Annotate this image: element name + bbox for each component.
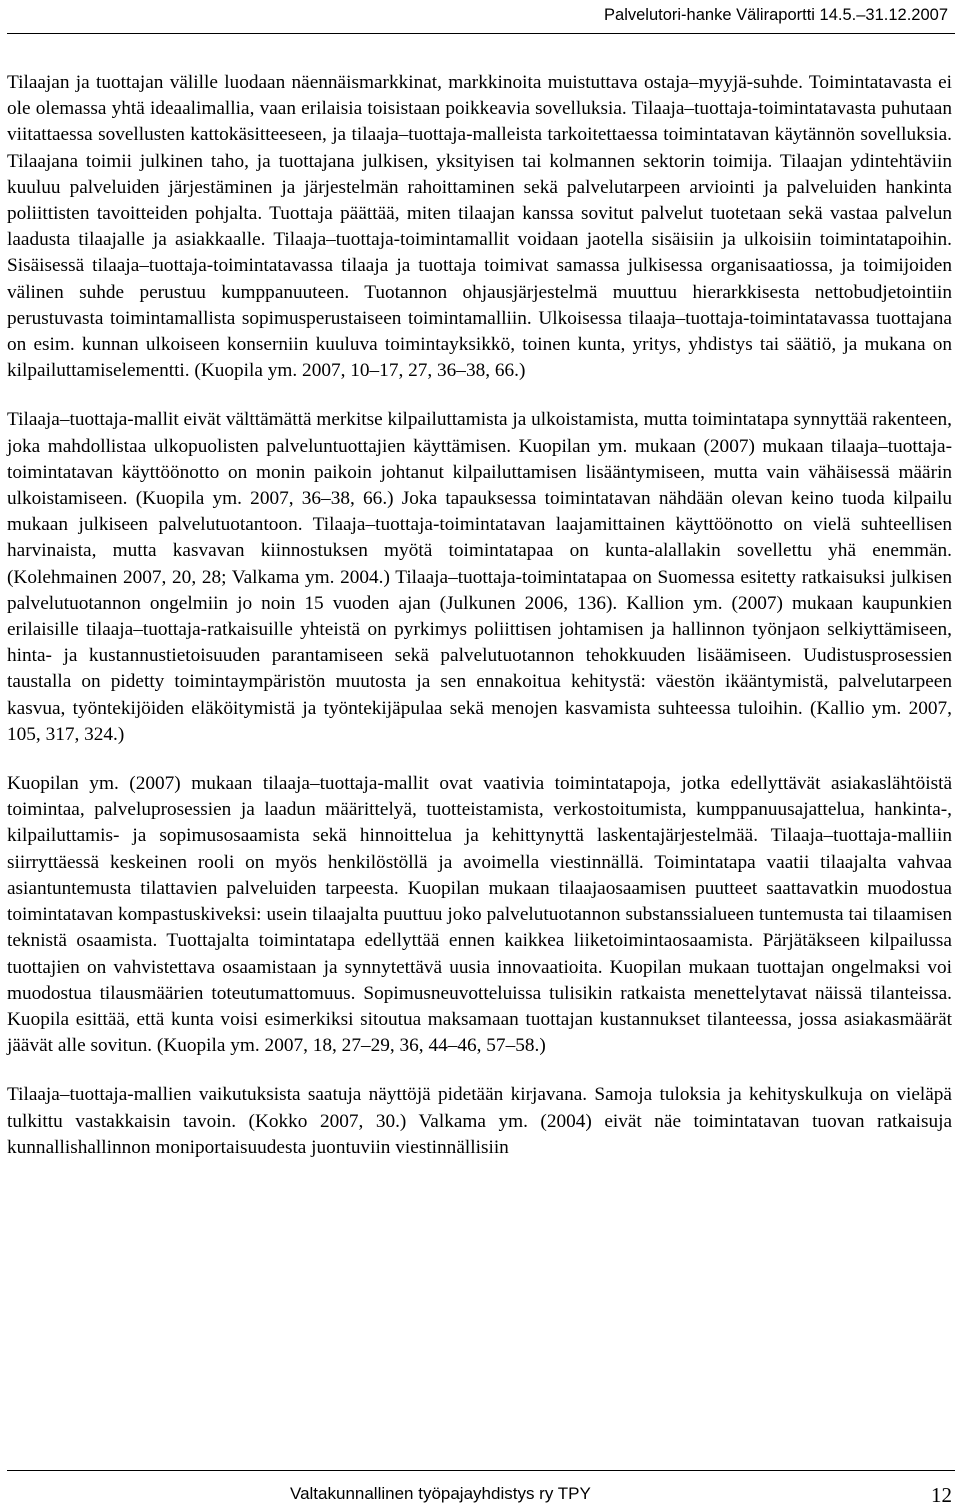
footer-organization: Valtakunnallinen työpajayhdistys ry TPY [290,1484,591,1503]
footer-divider [7,1470,955,1471]
body-text [7,70,952,1184]
paragraph: Kuopilan ym. (2007) mukaan tilaaja–tuottaja-mallit ovat vaativia toimintatapoja, jotka edellyttävät asiakaslähtöistä toimintaa, palveluprosessien ja laadun määrittelyä, tuotteistamista, verkostoitumista, kumppanuusajattelua, hankinta-, kilpailuttamis- ja sopimusosaamista sekä hinnoittelua ja kehittynyttä laskentajärjestelmää. Tilaaja–tuottaja-malliin siirryttäessä keskeinen rooli on myös henkilöstöllä ja avoimella viestinnällä. Toimintatapa vaatii tilaajalta vahvaa asiantuntemusta tilattavien palveluiden tarpeesta. Kuopilan mukaan tilaajaosaamisen puutteet saattavatkin muodostua toimintatavan kompastuskiveksi: usein tilaajalta puuttuu joko palvelutuotannon substanssialueen tuntemusta tai tilaamisen teknistä osaamista. Tuottajalta toimintatapa edellyttää ennen kaikkea liiketoimintaosaamista. Pärjätäkseen kilpailussa tuottajien on vahvistettava osaamistaan ja synnytettävä uusia innovaatioita. Kuopilan mukaan tuottajan ongelmaksi voi muodostua tilausmäärien toteutumattomuus. Sopimusneuvotteluissa tulisikin ratkaista menettelytavat näissä tilanteissa. Kuopila esittää, että kunta voisi esimerkiksi sitoutua maksamaan tuottajan kustannukset tilanteessa, jossa asiakasmäärät jäävät alle sovitun. (Kuopila ym. 2007, 18, 27–29, 36, 44–46, 57–58.) [7,773,952,1057]
paragraph: Tilaajan ja tuottajan välille luodaan näennäismarkkinat, markkinoita muistuttava ostaja–myyjä-suhde. Toimintatavasta ei ole olemassa yhtä ideaalimallia, vaan erilaisia toisistaan poikkeavia sovelluksia. Tilaaja–tuottaja-toimintatavasta puhutaan viitattaessa sovellusten kattokäsitteeseen, ja tilaaja–tuottaja-malleista tarkoitettaessa toimintatavan käytännön sovelluksia. Tilaajana toimii julkinen taho, ja tuottajana julkisen, yksityisen tai kolmannen sektorin toimija. Tilaajan ydintehtäviin kuuluu palveluiden järjestäminen ja järjestelmän rahoittaminen sekä palvelutarpeen arviointi ja palveluiden hankinta poliittisten tavoitteiden pohjalta. Tuottaja päättää, miten tilaajan kanssa sovitut palvelut tuotetaan sekä vastaa palvelun laadusta tilaajalle ja asiakkaalle. Tilaaja–tuottaja-toimintamallit voidaan jaotella sisäisiin ja ulkoisiin toimintatapoihin. Sisäisessä tilaaja–tuottaja-toimintatavassa tilaaja ja tuottaja toimivat samassa julkisessa organisaatiossa, ja toimijoiden välinen suhde perustuu kumppanuuteen. Tuotannon ohjausjärjestelmä muuttuu hierarkkisesta nettobudjetointiin perustuvasta toimintamallista sopimusperustaiseen toimintamalliin. Ulkoisessa tilaaja–tuottaja-toimintatavassa tuottajana on esim. kunnan ulkoiseen konserniin kuuluva toimintayksikkö, toinen kunta, yritys, yhdistys tai säätiö, ja mukana on kilpailuttamiselementti. (Kuopila ym. 2007, 10–17, 27, 36–38, 66.) [7,72,952,382]
paragraph: Tilaaja–tuottaja-mallit eivät välttämättä merkitse kilpailuttamista ja ulkoistamista, mutta toimintatapa synnyttää rakenteen, joka mahdollistaa ulkopuolisten palveluntuottajien käyttämisen. Kuopilan ym. mukaan (2007) mukaan tilaaja–tuottaja-toimintatavan käyttöönotto on monin paikoin johtanut kilpailuttamisen lisääntymiseen, mutta vain vähäisessä määrin ulkoistamiseen. (Kuopila ym. 2007, 36–38, 66.) Joka tapauksessa toimintatavan nähdään olevan keino tuoda kilpailu mukaan julkiseen palvelutuotantoon. Tilaaja–tuottaja-toimintatavan laajamittainen käyttöönotto on vielä suhteellisen harvinaista, mutta kasvavan kiinnostuksen myötä toimintatapaa on kunta-alallakin sovellettu yhä enemmän. (Kolehmainen 2007, 20, 28; Valkama ym. 2004.) Tilaaja–tuottaja-toimintatapaa on Suomessa esitetty ratkaisuksi julkisen palvelutuotannon ongelmiin jo noin 15 vuoden ajan (Julkunen 2006, 136). Kallion ym. (2007) mukaan kaupunkien erilaisille tilaaja–tuottaja-ratkaisuille yhteistä on pyrkimys poliittisen johtamisen ja hallinnon työnjaon selkiyttämiseen, hinta- ja kustannustietoisuuden parantamiseen sekä palvelutuotannon tehokkuuden lisäämiseen. Uudistusprosessien taustalla on pidetty toimintaympäristön muutosta ja sen ennakoitua kehitystä: väestön ikääntymistä, palvelutarpeen kasvua, työntekijöiden eläköitymistä ja työntekijäpulaa sekä menojen kasvamista suhteessa tuloihin. (Kallio ym. 2007, 105, 317, 324.) [7,409,952,745]
header-divider [7,33,955,34]
page-number: 12 [931,1483,952,1507]
paragraph: Tilaaja–tuottaja-mallien vaikutuksista saatuja näyttöjä pidetään kirjavana. Samoja tuloksia ja kehityskulkuja on vieläpä tulkittu vastakkaisin tavoin. (Kokko 2007, 30.) Valkama ym. (2004) eivät näe toimintatavan tuovan ratkaisuja kunnallishallinnon moniportaisuudesta juontuviin viestinnällisiin [7,1084,952,1158]
running-header: Palvelutori-hanke Väliraportti 14.5.–31.12.2007 [604,6,948,24]
